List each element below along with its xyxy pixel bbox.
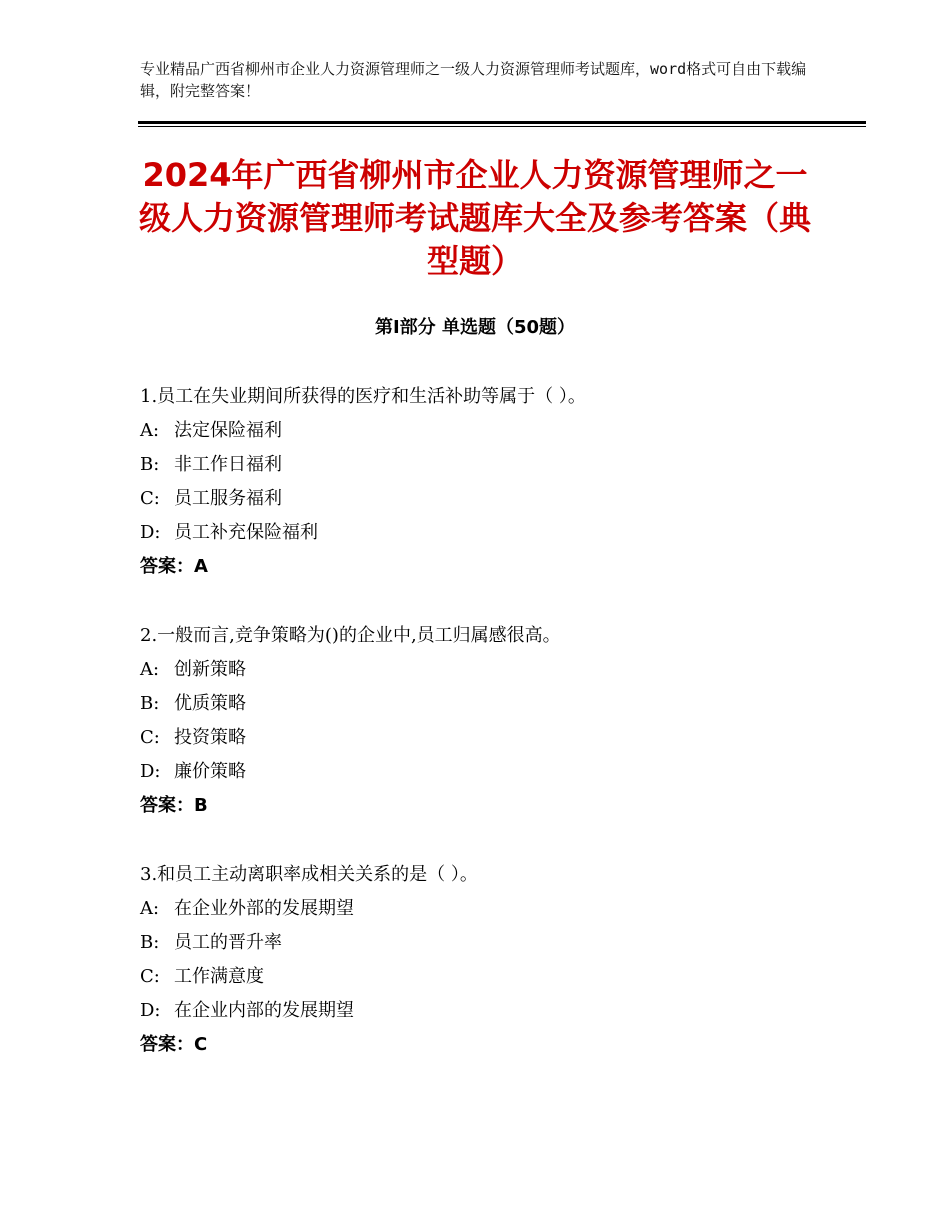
option-text: 员工服务福利: [174, 488, 282, 509]
question-1: [140, 380, 840, 584]
answer-label: 答案：: [140, 556, 194, 577]
header-note: 专业精品广西省柳州市企业人力资源管理师之一级人力资源管理师考试题库，word格式可自由下载编辑，附完整答案！: [140, 60, 807, 100]
option-letter: B:: [140, 693, 160, 714]
answer-line: [140, 1028, 840, 1062]
option-b: [140, 448, 840, 482]
header-rule-thick: [138, 121, 866, 124]
question-3: [140, 858, 840, 1062]
answer-value: B: [194, 795, 208, 816]
option-b: [140, 926, 840, 960]
answer-label: 答案：: [140, 1034, 194, 1055]
document-title: 2024年广西省柳州市企业人力资源管理师之一级人力资源管理师考试题库大全及参考答案（典型题）: [138, 156, 811, 280]
section-title: 第Ⅰ部分 单选题（50题）: [374, 317, 575, 338]
option-text: 优质策略: [174, 693, 246, 714]
option-text: 非工作日福利: [174, 454, 282, 475]
option-d: [140, 755, 840, 789]
option-letter: A:: [140, 898, 160, 919]
option-letter: A:: [140, 659, 160, 680]
option-text: 投资策略: [174, 727, 246, 748]
option-text: 员工的晋升率: [174, 932, 282, 953]
option-d: [140, 516, 840, 550]
answer-value: A: [194, 556, 208, 577]
option-d: [140, 994, 840, 1028]
header-rule-thin: [138, 126, 866, 127]
option-letter: C:: [140, 966, 160, 987]
option-c: [140, 960, 840, 994]
option-c: [140, 482, 840, 516]
answer-line: [140, 550, 840, 584]
question-stem: 3.和员工主动离职率成相关关系的是（ ）。: [140, 864, 478, 885]
option-letter: B:: [140, 454, 160, 475]
option-text: 创新策略: [174, 659, 246, 680]
option-letter: D:: [140, 761, 161, 782]
option-letter: B:: [140, 932, 160, 953]
option-text: 工作满意度: [174, 966, 264, 987]
option-a: [140, 892, 840, 926]
option-letter: C:: [140, 488, 160, 509]
option-text: 在企业外部的发展期望: [174, 898, 354, 919]
option-c: [140, 721, 840, 755]
question-stem: 1.员工在失业期间所获得的医疗和生活补助等属于（ ）。: [140, 386, 586, 407]
option-text: 员工补充保险福利: [174, 522, 318, 543]
option-b: [140, 687, 840, 721]
option-a: [140, 414, 840, 448]
option-letter: D:: [140, 1000, 161, 1021]
question-stem: 2.一般而言,竞争策略为()的企业中,员工归属感很高。: [140, 625, 561, 646]
answer-label: 答案：: [140, 795, 194, 816]
option-letter: C:: [140, 727, 160, 748]
option-letter: A:: [140, 420, 160, 441]
option-text: 在企业内部的发展期望: [174, 1000, 354, 1021]
answer-line: [140, 789, 840, 823]
answer-value: C: [194, 1034, 208, 1055]
option-text: 法定保险福利: [174, 420, 282, 441]
question-2: [140, 619, 840, 823]
option-text: 廉价策略: [174, 761, 246, 782]
option-a: [140, 653, 840, 687]
option-letter: D:: [140, 522, 161, 543]
